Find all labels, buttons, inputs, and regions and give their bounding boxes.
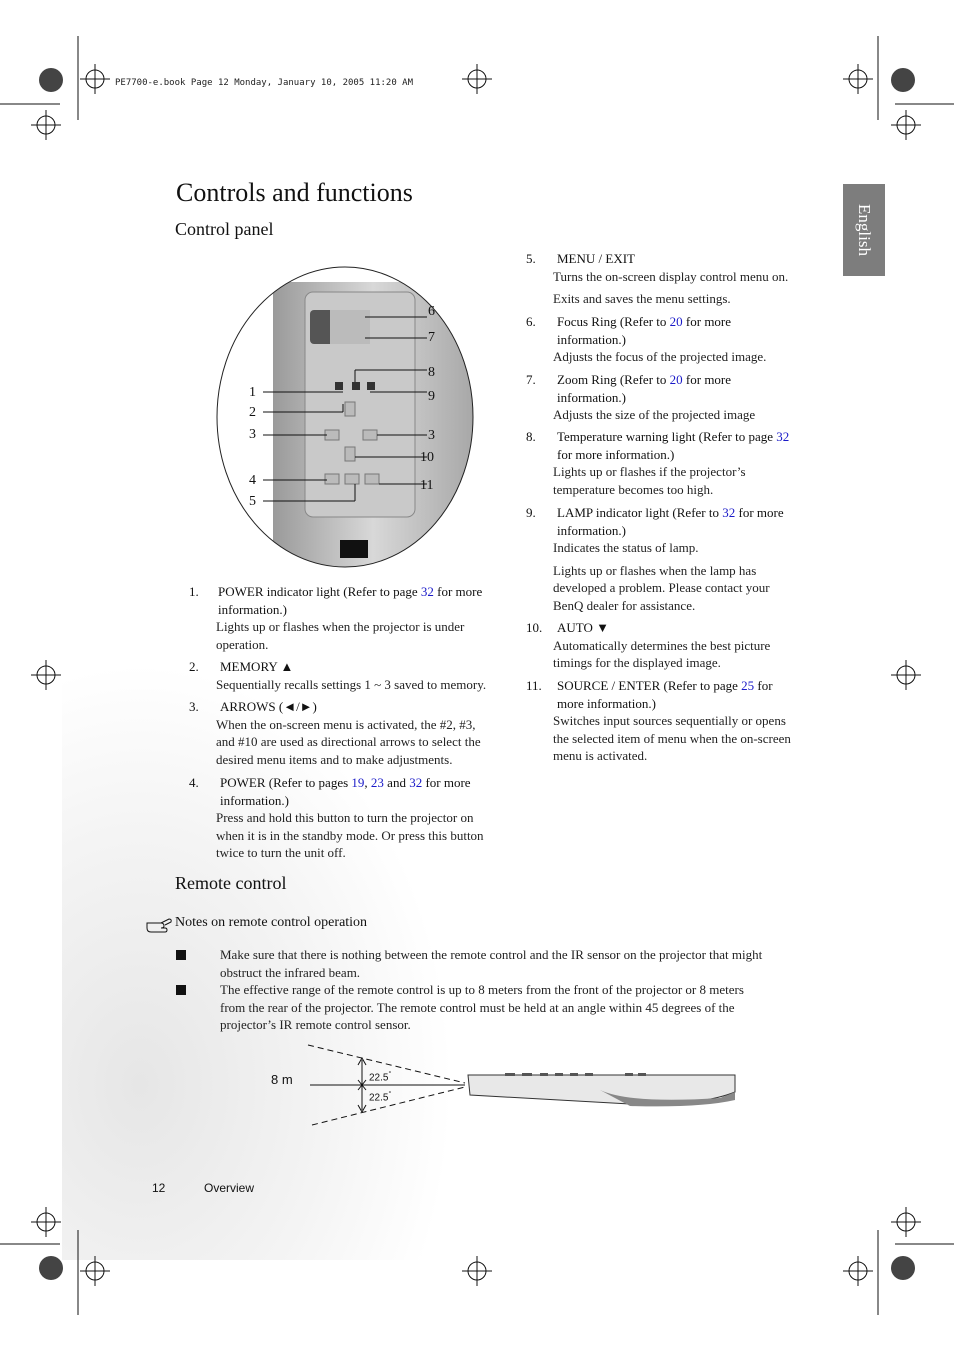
item-description: Adjusts the size of the projected image xyxy=(553,407,756,422)
item-description: Automatically determines the best picture xyxy=(553,637,771,653)
callout-8: 8 xyxy=(428,365,435,380)
item-description: Turns the on-screen display control menu on. xyxy=(553,268,789,284)
degree-sign: ° xyxy=(388,1071,392,1078)
item-heading-cont: information.) xyxy=(220,792,289,808)
degree-sign: ° xyxy=(388,1091,392,1098)
item-heading-cont: for more xyxy=(682,372,732,387)
callout-3-right: 3 xyxy=(428,428,435,443)
item-heading-cont: for xyxy=(754,678,773,693)
item-description: when it is in the standby mode. Or press this button xyxy=(216,827,484,843)
item-number: 7. xyxy=(526,372,536,387)
item-heading: AUTO ▼ xyxy=(557,620,609,635)
item-description: desired menu items and to make adjustments. xyxy=(216,751,453,767)
callout-7: 7 xyxy=(428,330,435,345)
pointing-hand-icon xyxy=(145,917,173,933)
callout-3-left: 3 xyxy=(249,427,256,442)
bullet-square xyxy=(176,950,186,960)
item-heading: ARROWS (◄/►) xyxy=(220,699,317,714)
item-description: When the on-screen menu is activated, the #2, #3, xyxy=(216,716,476,732)
item-heading: SOURCE / ENTER (Refer to page xyxy=(557,678,742,693)
callout-2: 2 xyxy=(249,405,256,420)
note-2-line-3: projector’s IR remote control sensor. xyxy=(220,1017,411,1032)
page-link[interactable]: 19 xyxy=(351,775,365,790)
item-number: 3. xyxy=(189,699,199,714)
footer-section: Overview xyxy=(204,1181,255,1195)
item-description: Adjusts the focus of the projected image. xyxy=(553,349,767,364)
item-heading: MENU / EXIT xyxy=(557,251,635,266)
bullet-square xyxy=(176,985,186,995)
remote-control-heading: Remote control xyxy=(175,873,287,893)
callout-11: 11 xyxy=(420,478,434,493)
item-heading-cont: information.) xyxy=(557,389,626,405)
item-description: Switches input sources sequentially or opens xyxy=(553,713,786,728)
item-description: temperature becomes too high. xyxy=(553,481,714,497)
item-number: 11. xyxy=(526,678,542,693)
note-1-line-2: obstruct the infrared beam. xyxy=(220,964,361,980)
item-number: 9. xyxy=(526,505,536,520)
item-description: BenQ dealer for assistance. xyxy=(553,597,696,613)
item-heading: MEMORY ▲ xyxy=(220,659,294,674)
angle-bottom-label xyxy=(369,1091,391,1103)
separator: and xyxy=(383,775,410,790)
page-link[interactable]: 20 xyxy=(669,314,683,329)
item-description: developed a problem. Please contact your xyxy=(553,580,770,595)
item-number: 10. xyxy=(526,620,543,635)
remote-range-diagram xyxy=(300,1040,740,1130)
page-number: 12 xyxy=(152,1181,166,1195)
separator: , xyxy=(364,775,371,790)
callout-1: 1 xyxy=(249,385,256,400)
callout-10: 10 xyxy=(420,450,434,465)
item-heading-cont: information.) xyxy=(557,331,626,347)
page-link[interactable]: 32 xyxy=(420,584,434,599)
callout-6: 6 xyxy=(428,304,435,319)
item-description: operation. xyxy=(216,636,269,652)
callout-4: 4 xyxy=(249,473,256,488)
page-link[interactable]: 32 xyxy=(409,775,423,790)
item-description: Press and hold this button to turn the projector on xyxy=(216,810,474,825)
item-number: 1. xyxy=(189,584,199,599)
item-heading: POWER indicator light (Refer to page xyxy=(218,584,421,599)
item-heading-cont: information.) xyxy=(557,522,626,538)
page-link[interactable]: 20 xyxy=(669,372,683,387)
item-description: twice to turn the unit off. xyxy=(216,845,346,860)
item-description: Lights up or flashes when the lamp has xyxy=(553,562,757,578)
item-description: Sequentially recalls settings 1 ~ 3 saved to memory. xyxy=(216,676,487,692)
angle-top-label xyxy=(369,1071,391,1083)
language-tab-label: English xyxy=(855,204,874,256)
callout-9: 9 xyxy=(428,389,435,404)
item-description: Lights up or flashes if the projector’s xyxy=(553,464,746,479)
note-2-line-1: The effective range of the remote control is up to 8 meters from the front of the projector or 8 meters xyxy=(220,982,744,997)
note-2-line-2: from the rear of the projector. The remote control must be held at an angle within 45 degrees of the xyxy=(220,999,735,1015)
item-number: 4. xyxy=(189,775,199,790)
control-panel-heading: Control panel xyxy=(175,219,274,239)
item-heading-cont: for more xyxy=(433,584,483,599)
item-heading: LAMP indicator light (Refer to xyxy=(557,505,723,520)
item-heading: Zoom Ring (Refer to xyxy=(557,372,670,387)
item-description: timings for the displayed image. xyxy=(553,655,721,670)
item-description: menu is activated. xyxy=(553,748,648,763)
item-heading: Focus Ring (Refer to xyxy=(557,314,670,329)
item-heading-cont: for more xyxy=(422,775,471,790)
item-number: 6. xyxy=(526,314,536,329)
item-number: 2. xyxy=(189,659,199,674)
item-description: Indicates the status of lamp. xyxy=(553,540,699,555)
distance-label: 8 m xyxy=(271,1072,293,1087)
item-heading-cont: more information.) xyxy=(557,695,656,711)
item-description: and #10 are used as directional arrows to select the xyxy=(216,734,481,749)
language-tab xyxy=(843,184,885,276)
item-heading-cont: information.) xyxy=(218,601,287,617)
item-description: the selected item of menu when the on-screen xyxy=(553,730,791,746)
callout-5: 5 xyxy=(249,494,256,509)
item-heading: Temperature warning light (Refer to page xyxy=(557,429,777,444)
note-1-line-1: Make sure that there is nothing between the remote control and the IR sensor on the projector that might xyxy=(220,947,763,962)
item-heading-cont: for more xyxy=(735,505,784,520)
item-heading: POWER (Refer to pages xyxy=(220,775,352,790)
print-header: PE7700-e.book Page 12 Monday, January 10, 2005 11:20 AM xyxy=(115,78,414,88)
angle-value: 22.5 xyxy=(369,1092,389,1104)
page-link[interactable]: 23 xyxy=(370,775,384,790)
item-number: 8. xyxy=(526,429,536,444)
item-description: Exits and saves the menu settings. xyxy=(553,291,731,306)
notes-heading: Notes on remote control operation xyxy=(175,915,368,930)
angle-value: 22.5 xyxy=(369,1072,389,1084)
page-link[interactable]: 25 xyxy=(741,678,755,693)
page-link[interactable]: 32 xyxy=(722,505,736,520)
item-heading-cont: for more information.) xyxy=(557,446,675,462)
item-heading-cont: for more xyxy=(682,314,732,329)
item-description: Lights up or flashes when the projector is under xyxy=(216,619,465,634)
item-number: 5. xyxy=(526,251,536,266)
page-link[interactable]: 32 xyxy=(776,429,790,444)
page-title: Controls and functions xyxy=(176,178,413,207)
